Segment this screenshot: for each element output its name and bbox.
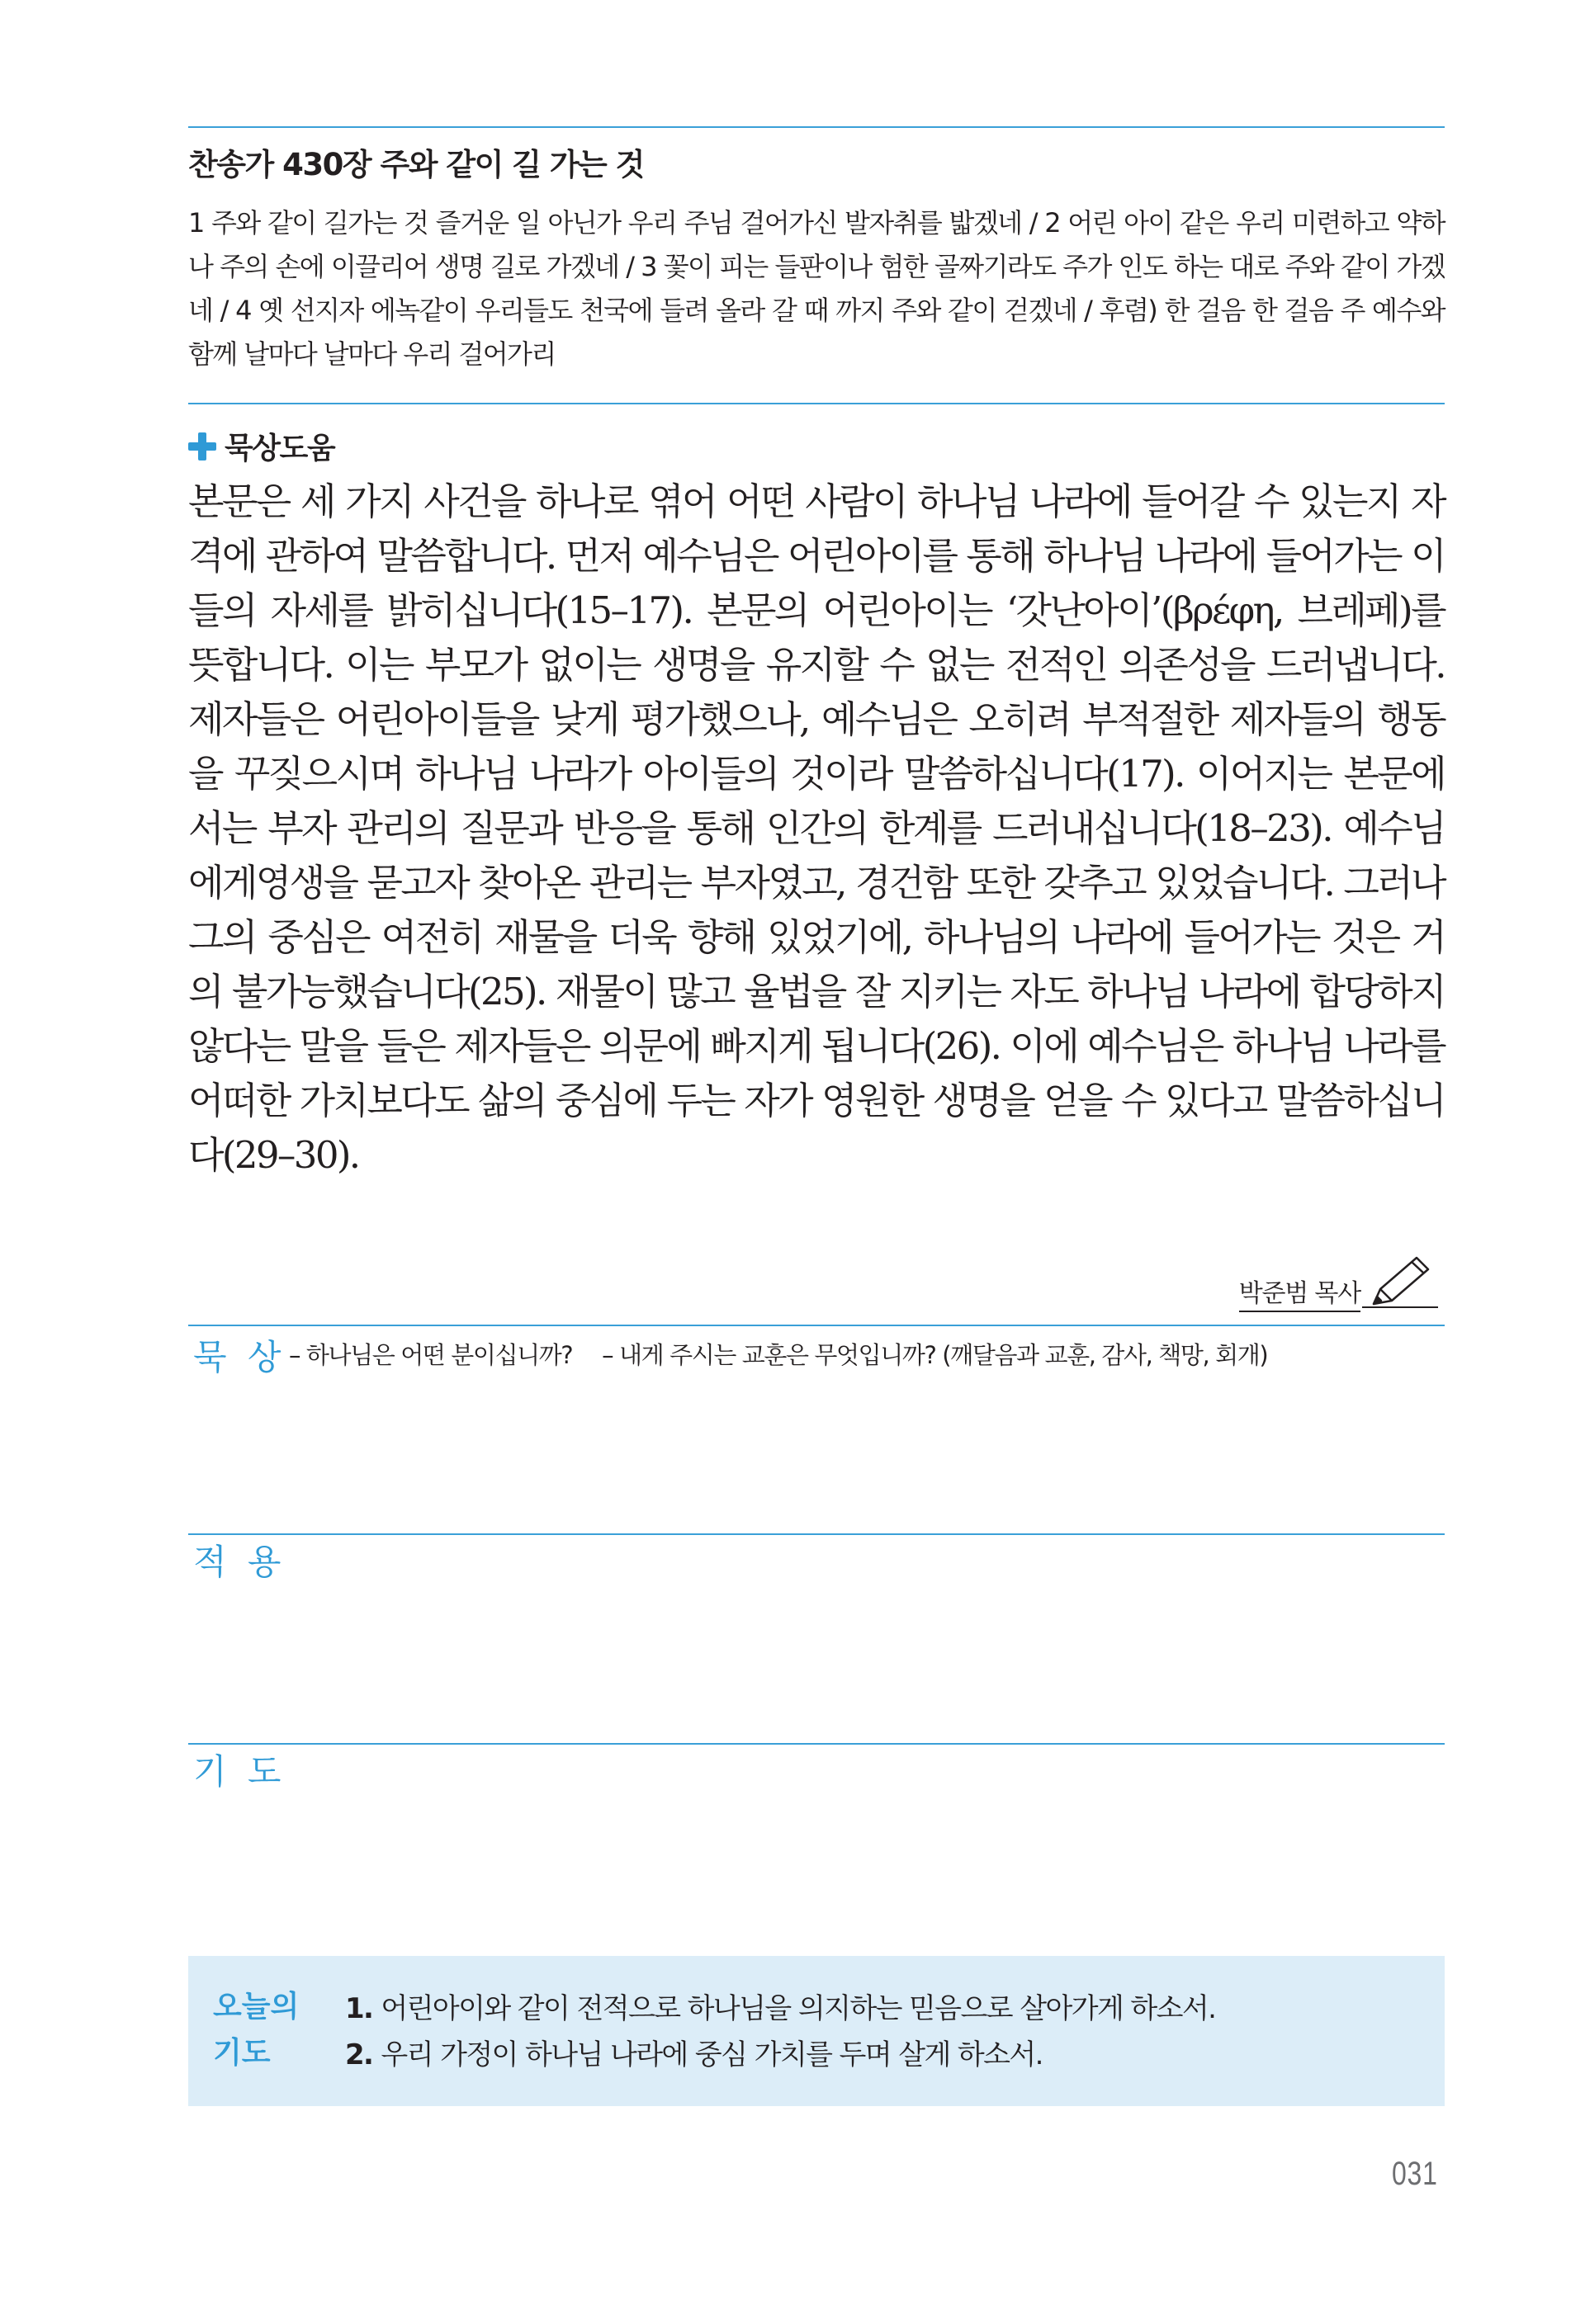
hymn-lyrics: 1 주와 같이 길가는 것 즐거운 일 아닌가 우리 주님 걸어가신 발자취를 밟겠네 / 2 어린 아이 같은 우리 미련하고 약하나 주의 손에 이끌리어 생명 길로 가겠네 / 3 꽃이 피는 들판이나 험한 골짜기라도 주가 인도 하는 대로 주와 같이 가겠네 / 4 옛 선지자 에녹같이 우리들도 천국에 들려 올라 갈 때 까지 주와 같이 걷겠네 / 후렴) 한 걸음 한 걸음 주 예수와 함께 날마다 날마다 우리 걸어가리 — [188, 207, 1445, 370]
prayer-item-number: 2. — [345, 2038, 373, 2071]
hymn-title: 찬송가 430장 주와 같이 길 가는 것 — [188, 147, 644, 182]
apply-rule — [188, 1533, 1445, 1535]
meditation-help-heading — [188, 425, 334, 467]
plus-icon — [188, 432, 216, 461]
author-name: 박준범 목사 — [1239, 1273, 1360, 1312]
meditate-rule — [188, 1325, 1445, 1326]
pencil-icon — [1362, 1253, 1438, 1312]
hymn-bottom-rule — [188, 403, 1445, 404]
prayer-item-text: 우리 가정이 하나님 나라에 중심 가치를 두며 살게 하소서. — [381, 2038, 1043, 2071]
pray-label: 기 도 — [193, 1751, 286, 1792]
meditation-help-title: 묵상도움 — [225, 432, 335, 465]
prayer-item-text: 어린아이와 같이 전적으로 하나님을 의지하는 믿음으로 살아가게 하소서. — [381, 1992, 1216, 2025]
meditate-question-1: – 하나님은 어떤 분이십니까? — [289, 1341, 573, 1369]
meditate-label: 묵 상 — [193, 1337, 286, 1377]
today-prayer-label: 오늘의 기도 — [213, 1990, 300, 2070]
prayer-item-number: 1. — [345, 1992, 373, 2025]
prayer-item — [345, 1986, 1215, 2032]
today-prayer-box — [188, 1956, 1445, 2106]
today-prayer-list — [345, 1986, 1215, 2078]
top-rule — [188, 126, 1445, 128]
pray-rule — [188, 1743, 1445, 1745]
prayer-item — [345, 2032, 1215, 2078]
meditation-body: 본문은 세 가지 사건을 하나로 엮어 어떤 사람이 하나님 나라에 들어갈 수 있는지 자격에 관하여 말씀합니다. 먼저 예수님은 어린아이를 통해 하나님 나라에 들어가는 이들의 자세를 밝히십니다(15–17). 본문의 어린아이는 ‘갓난아이’(βρέφη, 브레페)를 뜻합니다. 이는 부모가 없이는 생명을 유지할 수 없는 전적인 의존성을 드러냅니다. 제자들은 어린아이들을 낮게 평가했으나, 예수님은 오히려 부적절한 제자들의 행동을 꾸짖으시며 하나님 나라가 아이들의 것이라 말씀하십니다(17). 이어지는 본문에서는 부자 관리의 질문과 반응을 통해 인간의 한계를 드러내십니다(18–23). 예수님에게영생을 묻고자 찾아온 관리는 부자였고, 경건함 또한 갖추고 있었습니다. 그러나 그의 중심은 여전히 재물을 더욱 향해 있었기에, 하나님의 나라에 들어가는 것은 거의 불가능했습니다(25). 재물이 많고 율법을 잘 지키는 자도 하나님 나라에 합당하지 않다는 말을 들은 제자들은 의문에 빠지게 됩니다(26). 이에 예수님은 하나님 나라를 어떠한 가치보다도 삶의 중심에 두는 자가 영원한 생명을 얻을 수 있다고 말씀하십니다(29–30). — [188, 479, 1445, 1177]
hymn-block — [188, 147, 1445, 376]
meditate-questions — [289, 1337, 1290, 1371]
meditate-question-2: – 내게 주시는 교훈은 무엇입니까? (깨달음과 교훈, 감사, 책망, 회개) — [602, 1341, 1268, 1369]
apply-label: 적 용 — [193, 1542, 286, 1582]
page-number: 031 — [1392, 2156, 1438, 2192]
author-signature — [1239, 1253, 1438, 1312]
